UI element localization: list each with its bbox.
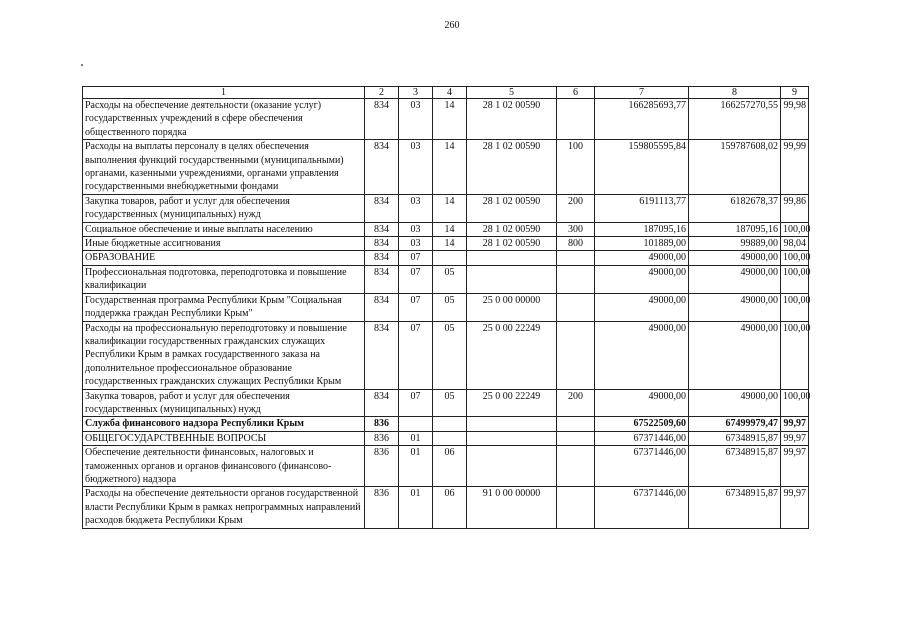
executed-amount: 99889,00 [689,237,781,251]
execution-percent: 99,98 [781,99,809,140]
section-code: 07 [399,251,433,265]
subsection-code: 14 [433,222,467,236]
admin-code: 836 [365,431,399,445]
header-cell: 5 [467,87,557,99]
table-row [83,293,809,321]
expense-type-code [557,431,595,445]
planned-amount: 159805595,84 [595,140,689,195]
subsection-code: 05 [433,321,467,389]
execution-percent: 100,00 [781,222,809,236]
row-description: Расходы на обеспечение деятельности (оказание услуг) государственных учреждений в сфере обеспечения общественного порядка [83,99,365,140]
execution-percent: 99,99 [781,140,809,195]
target-article-code: 25 0 00 00000 [467,293,557,321]
expense-type-code: 200 [557,389,595,417]
planned-amount: 67371446,00 [595,446,689,487]
subsection-code: 05 [433,293,467,321]
section-code: 01 [399,487,433,528]
header-cell: 6 [557,87,595,99]
executed-amount: 49000,00 [689,321,781,389]
subsection-code: 06 [433,487,467,528]
execution-percent: 100,00 [781,251,809,265]
expense-type-code: 800 [557,237,595,251]
row-description: Государственная программа Республики Крым "Социальная поддержка граждан Республики Крым" [83,293,365,321]
expense-type-code [557,293,595,321]
executed-amount: 166257270,55 [689,99,781,140]
execution-percent: 98,04 [781,237,809,251]
admin-code: 834 [365,222,399,236]
executed-amount: 49000,00 [689,293,781,321]
planned-amount: 49000,00 [595,389,689,417]
admin-code: 834 [365,265,399,293]
row-description: Расходы на профессиональную переподготовку и повышение квалификации государственных гражданских служащих Республики Крым в рамках государственного заказа на дополнительное профессиональное образование государственных гражданских служащих Республики Крым [83,321,365,389]
admin-code: 834 [365,251,399,265]
execution-percent: 100,00 [781,265,809,293]
section-code: 03 [399,237,433,251]
target-article-code: 28 1 02 00590 [467,194,557,222]
admin-code: 834 [365,293,399,321]
admin-code: 834 [365,99,399,140]
header-row [83,87,809,99]
section-code: 07 [399,321,433,389]
execution-percent: 99,97 [781,446,809,487]
expense-type-code [557,417,595,431]
subsection-code: 14 [433,237,467,251]
section-code: 03 [399,99,433,140]
planned-amount: 49000,00 [595,321,689,389]
table-row [83,487,809,528]
executed-amount: 49000,00 [689,389,781,417]
expense-type-code [557,251,595,265]
expense-type-code: 100 [557,140,595,195]
table-row [83,265,809,293]
execution-percent: 100,00 [781,321,809,389]
target-article-code: 28 1 02 00590 [467,222,557,236]
table-row [83,237,809,251]
target-article-code: 28 1 02 00590 [467,237,557,251]
header-cell: 9 [781,87,809,99]
row-description: ОБЩЕГОСУДАРСТВЕННЫЕ ВОПРОСЫ [83,431,365,445]
planned-amount: 49000,00 [595,293,689,321]
admin-code: 836 [365,487,399,528]
row-description: Профессиональная подготовка, переподготовка и повышение квалификации [83,265,365,293]
subsection-code: 05 [433,389,467,417]
planned-amount: 101889,00 [595,237,689,251]
execution-percent: 100,00 [781,389,809,417]
target-article-code: 28 1 02 00590 [467,140,557,195]
header-cell: 3 [399,87,433,99]
row-description: Расходы на обеспечение деятельности органов государственной власти Республики Крым в рамках непрограммных направлений расходов бюджета Республики Крым [83,487,365,528]
table-row [83,417,809,431]
table-row [83,140,809,195]
subsection-code: 14 [433,99,467,140]
table-row [83,321,809,389]
target-article-code: 28 1 02 00590 [467,99,557,140]
expense-type-code [557,487,595,528]
table-row [83,431,809,445]
header-cell: 2 [365,87,399,99]
admin-code: 836 [365,446,399,487]
table-row [83,194,809,222]
expense-type-code [557,99,595,140]
header-cell: 7 [595,87,689,99]
admin-code: 834 [365,321,399,389]
executed-amount: 49000,00 [689,265,781,293]
section-code: 07 [399,389,433,417]
subsection-code: 06 [433,446,467,487]
execution-percent: 99,97 [781,487,809,528]
expense-type-code [557,321,595,389]
planned-amount: 49000,00 [595,265,689,293]
budget-table [82,86,809,529]
planned-amount: 67522509,60 [595,417,689,431]
row-description: Служба финансового надзора Республики Крым [83,417,365,431]
table-row [83,389,809,417]
header-cell: 4 [433,87,467,99]
expense-type-code [557,446,595,487]
section-code: 07 [399,293,433,321]
header-cell: 1 [83,87,365,99]
executed-amount: 67499979,47 [689,417,781,431]
target-article-code: 25 0 00 22249 [467,321,557,389]
planned-amount: 187095,16 [595,222,689,236]
execution-percent: 99,86 [781,194,809,222]
section-code [399,417,433,431]
row-description: Закупка товаров, работ и услуг для обеспечения государственных (муниципальных) нужд [83,389,365,417]
table-body [83,99,809,529]
subsection-code [433,251,467,265]
planned-amount: 6191113,77 [595,194,689,222]
admin-code: 834 [365,389,399,417]
admin-code: 836 [365,417,399,431]
page-number: 260 [444,20,460,31]
target-article-code: 91 0 00 00000 [467,487,557,528]
subsection-code: 14 [433,140,467,195]
target-article-code [467,446,557,487]
subsection-code [433,431,467,445]
executed-amount: 187095,16 [689,222,781,236]
row-description: Закупка товаров, работ и услуг для обеспечения государственных (муниципальных) нужд [83,194,365,222]
subsection-code: 05 [433,265,467,293]
table-row [83,251,809,265]
section-code: 03 [399,194,433,222]
row-description: Обеспечение деятельности финансовых, налоговых и таможенных органов и органов финансового (финансово-бюджетного) надзора [83,446,365,487]
execution-percent: 99,97 [781,431,809,445]
admin-code: 834 [365,194,399,222]
row-description: Расходы на выплаты персоналу в целях обеспечения выполнения функций государственными (муниципальными) органами, казенными учреждениями, органами управления государственными внебюджетными фондами [83,140,365,195]
scan-artifact-dot [81,64,83,66]
section-code: 01 [399,446,433,487]
table-row [83,446,809,487]
target-article-code: 25 0 00 22249 [467,389,557,417]
executed-amount: 67348915,87 [689,431,781,445]
planned-amount: 67371446,00 [595,431,689,445]
target-article-code [467,417,557,431]
expense-type-code [557,265,595,293]
execution-percent: 99,97 [781,417,809,431]
table-row [83,222,809,236]
row-description: ОБРАЗОВАНИЕ [83,251,365,265]
executed-amount: 49000,00 [689,251,781,265]
expense-type-code: 200 [557,194,595,222]
section-code: 03 [399,140,433,195]
planned-amount: 49000,00 [595,251,689,265]
planned-amount: 67371446,00 [595,487,689,528]
execution-percent: 100,00 [781,293,809,321]
section-code: 07 [399,265,433,293]
expense-type-code: 300 [557,222,595,236]
section-code: 01 [399,431,433,445]
row-description: Иные бюджетные ассигнования [83,237,365,251]
executed-amount: 67348915,87 [689,446,781,487]
executed-amount: 6182678,37 [689,194,781,222]
table-row [83,99,809,140]
planned-amount: 166285693,77 [595,99,689,140]
admin-code: 834 [365,140,399,195]
target-article-code [467,265,557,293]
target-article-code [467,251,557,265]
section-code: 03 [399,222,433,236]
target-article-code [467,431,557,445]
executed-amount: 67348915,87 [689,487,781,528]
subsection-code: 14 [433,194,467,222]
executed-amount: 159787608,02 [689,140,781,195]
subsection-code [433,417,467,431]
row-description: Социальное обеспечение и иные выплаты населению [83,222,365,236]
header-cell: 8 [689,87,781,99]
admin-code: 834 [365,237,399,251]
